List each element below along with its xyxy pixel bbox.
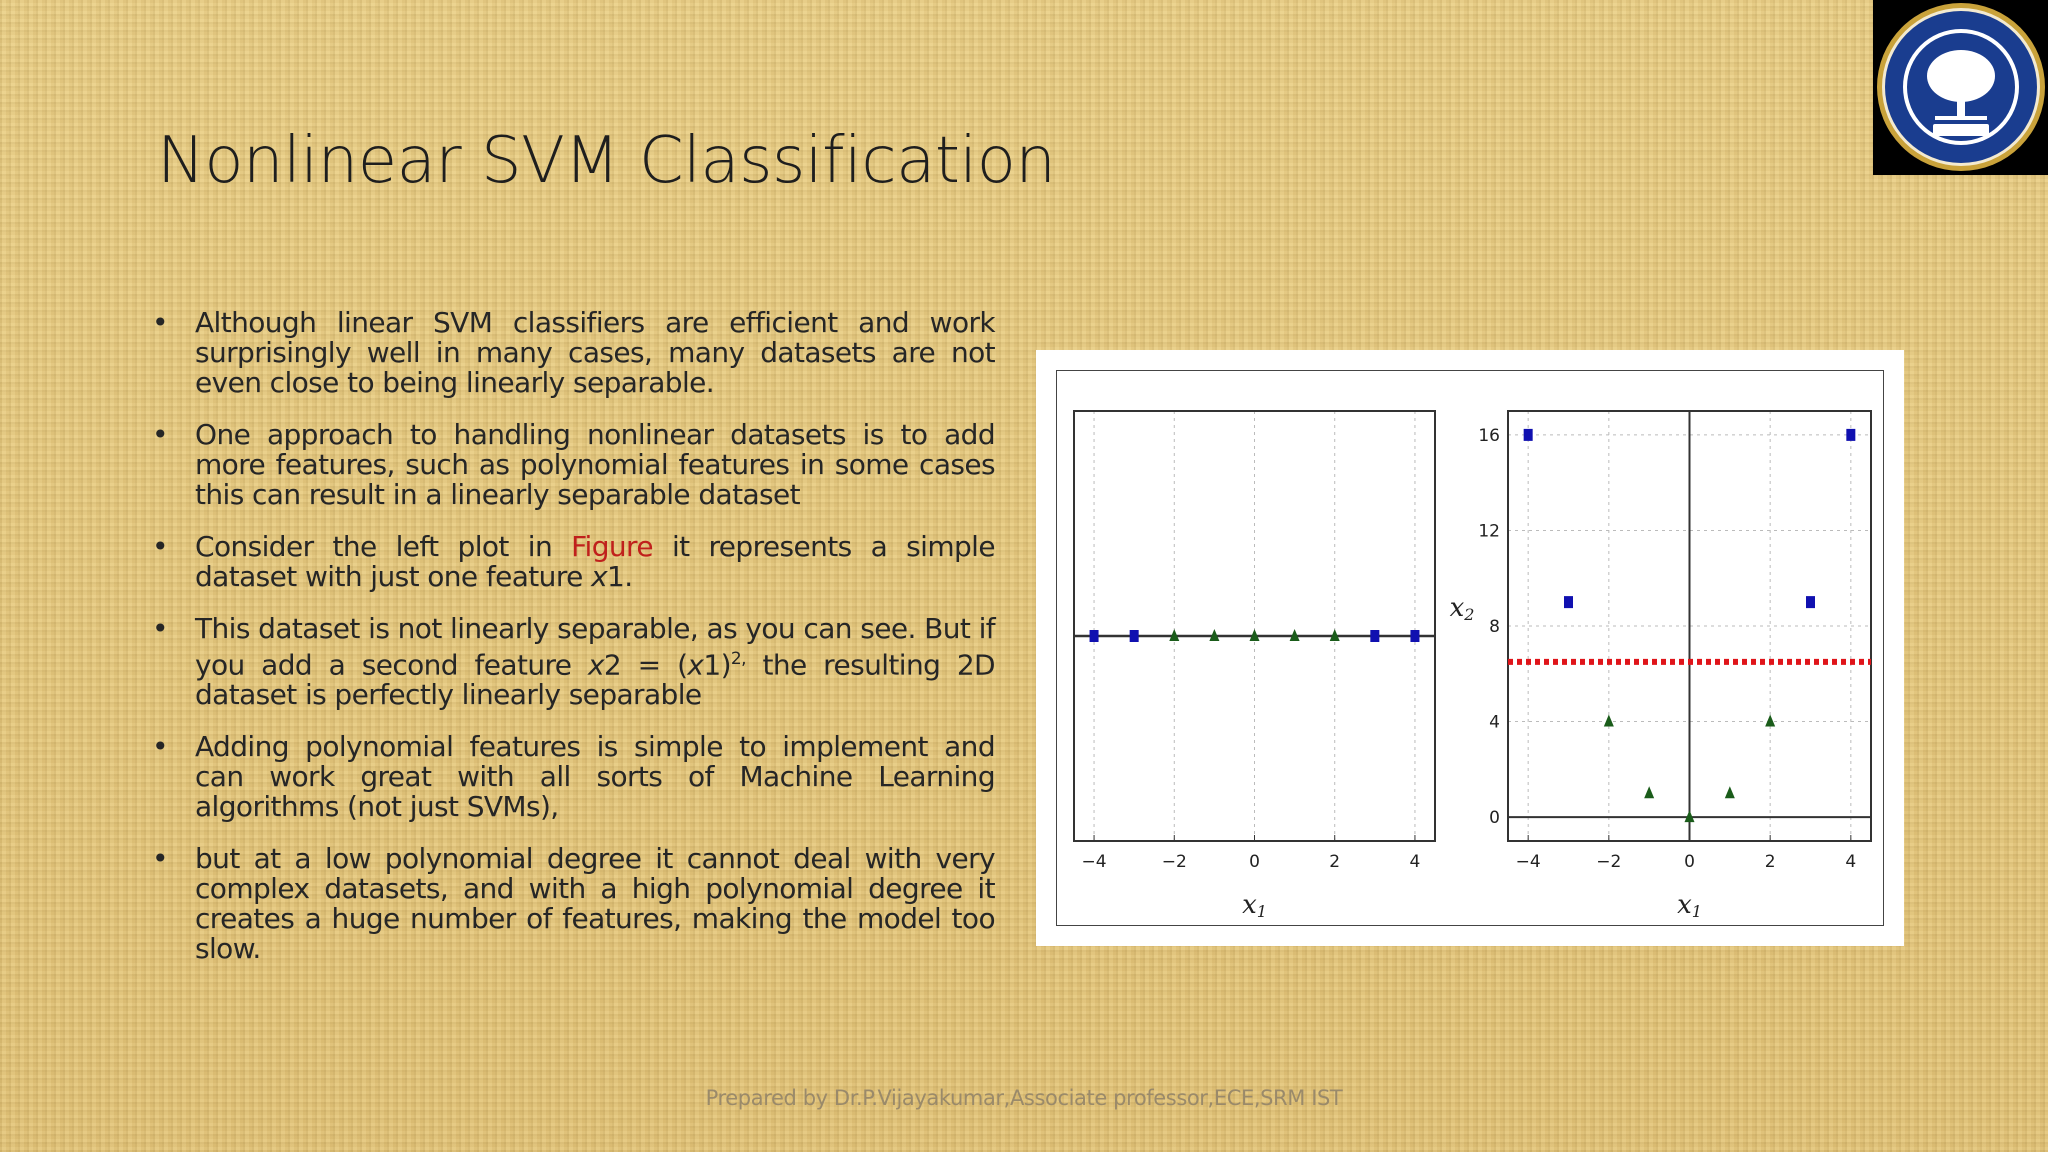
data-point-square: [1090, 630, 1099, 642]
bullet-item: • Consider the left plot in Figure it represents a simple dataset with just one feature x1.: [152, 530, 995, 593]
y-axis-label: x2: [1449, 593, 1475, 624]
x-tick-label: −4: [1515, 852, 1541, 872]
data-point-square: [1130, 630, 1139, 642]
bullet-text: Adding polynomial features is simple to implement and can work great with all sorts of Machine Learning algorithms (not just SVMs),: [195, 730, 995, 824]
y-tick-label: 0: [1489, 808, 1500, 829]
bullet-text-mid: 1): [703, 648, 731, 682]
data-point-square: [1806, 596, 1815, 608]
bullet-item: • One approach to handling nonlinear datasets is to add more features, such as polynomial features in some cases this can result in a linearly separable dataset: [152, 418, 995, 511]
data-point-triangle: [1644, 786, 1654, 798]
bullet-list: [152, 308, 995, 986]
bullet-text-tail: 1.: [607, 560, 633, 593]
figure-panel: [1036, 350, 1904, 946]
bullet-text-pre: This dataset is not linearly separable, as you can see. But if you add a second feature: [195, 612, 995, 682]
bullet-text-post: it represents a simple dataset with just one feature: [195, 530, 995, 593]
data-point-triangle: [1765, 715, 1775, 727]
variable-x: x: [687, 648, 704, 682]
x-axis-label: x1: [1242, 890, 1267, 921]
data-point-square: [1410, 630, 1419, 642]
srm-institute-seal-icon: [1873, 0, 2048, 175]
variable-x: x: [587, 648, 604, 682]
x-tick-label: 4: [1409, 852, 1421, 872]
bullet-text-mid: 2 = (: [603, 648, 688, 682]
x-tick-label: −2: [1161, 852, 1187, 872]
bullet-text: One approach to handling nonlinear datasets is to add more features, such as polynomial features in some cases this can result in a linearly separable dataset: [195, 418, 995, 511]
data-point-square: [1846, 429, 1855, 441]
bullet-item: • Adding polynomial features is simple to implement and can work great with all sorts of Machine Learning algorithms (not just SVMs),: [152, 730, 995, 824]
data-point-triangle: [1725, 786, 1735, 798]
bullet-item: • Although linear SVM classifiers are efficient and work surprisingly well in many cases, many datasets are not even close to being linearly separable.: [152, 306, 995, 399]
x-axis-label: x1: [1677, 890, 1702, 921]
bullet-text-post: the resulting 2D dataset is perfectly linearly separable: [195, 648, 995, 712]
x-tick-label: −4: [1081, 852, 1107, 872]
y-tick-label: 16: [1478, 425, 1500, 446]
figure-link[interactable]: Figure: [571, 530, 653, 563]
x-tick-label: 0: [1249, 852, 1260, 872]
x-tick-label: −2: [1596, 852, 1622, 872]
y-tick-label: 8: [1489, 617, 1500, 637]
x-tick-label: 2: [1329, 852, 1341, 872]
data-point-square: [1524, 429, 1533, 441]
data-point-square: [1564, 596, 1573, 608]
plot-right-2d: [1450, 411, 1871, 921]
plot-left-1d: [1074, 411, 1435, 921]
data-point-triangle: [1685, 810, 1695, 822]
bullet-item: • but at a low polynomial degree it cannot deal with very complex datasets, and with a high polynomial degree it creates a huge number of features, making the model too slow.: [152, 842, 995, 966]
y-tick-label: 4: [1489, 712, 1500, 733]
x-tick-label: 2: [1764, 852, 1776, 872]
bullet-text-pre: Consider the left plot in: [195, 530, 572, 563]
bullet-text: but at a low polynomial degree it cannot deal with very complex datasets, and with a high polynomial degree it creates a huge number of features, making the model too slow.: [195, 842, 995, 966]
y-tick-label: 12: [1478, 521, 1500, 542]
data-point-triangle: [1604, 715, 1614, 727]
scatter-plots: [1057, 371, 1885, 927]
data-point-square: [1370, 630, 1379, 642]
x-tick-label: 0: [1684, 852, 1695, 872]
bullet-text: Although linear SVM classifiers are efficient and work surprisingly well in many cases, many datasets are not even close to being linearly separable.: [195, 306, 995, 399]
slide-title: Nonlinear SVM Classification: [157, 124, 1056, 198]
variable-x: x: [591, 560, 608, 593]
institute-logo: [1873, 0, 2048, 175]
x-tick-label: 4: [1845, 852, 1857, 872]
figure-frame: [1056, 370, 1884, 926]
bullet-item: • This dataset is not linearly separable, as you can see. But if you add a second feature $x2 = (x1)^{2,}$ the resulting 2D dataset is perfectly linearly separable: [152, 612, 995, 712]
slide-footer: Prepared by Dr.P.Vijayakumar,Associate professor,ECE,SRM IST: [705, 1086, 1343, 1110]
superscript: 2,: [730, 649, 746, 669]
